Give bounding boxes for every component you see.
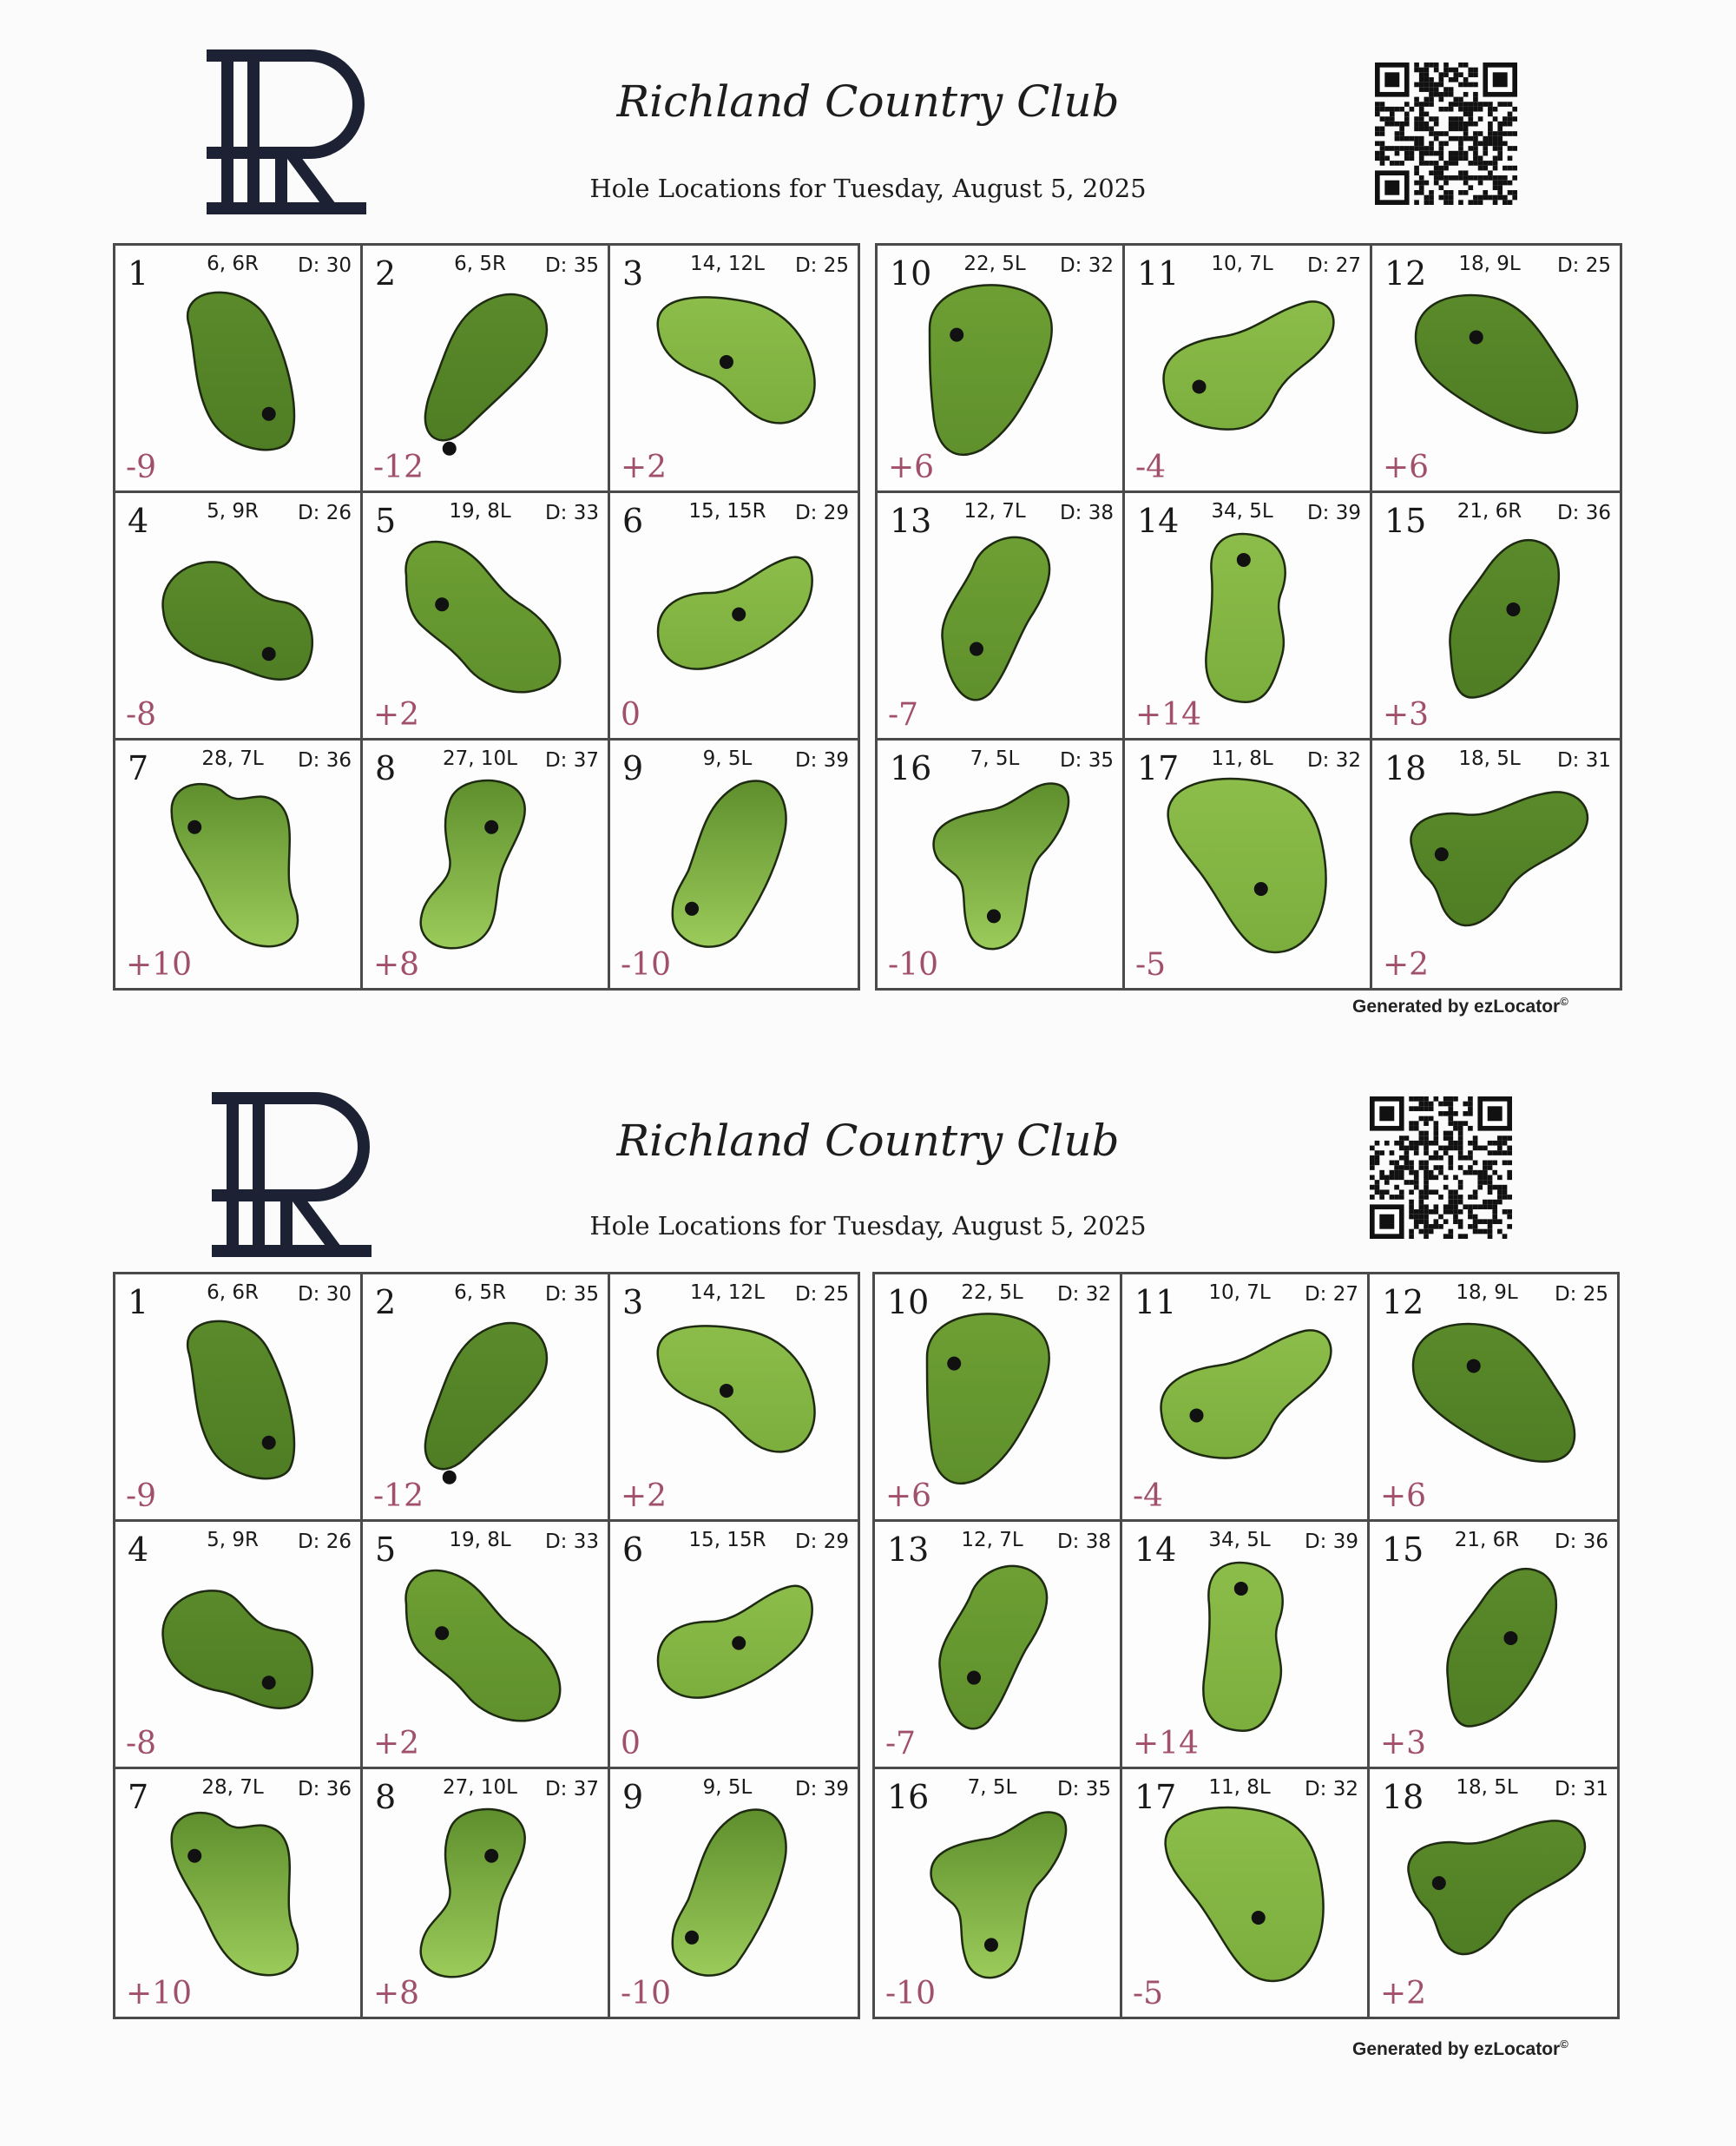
green-depth: D: 36 (1556, 502, 1611, 524)
green-depth: D: 36 (1554, 1531, 1608, 1553)
hole-cell (115, 246, 363, 493)
pin-marker (967, 1671, 981, 1685)
green-depth: D: 32 (1056, 1283, 1111, 1306)
hole-adjustment: +14 (1135, 697, 1201, 733)
green-depth: D: 39 (794, 749, 849, 772)
pin-marker (1470, 330, 1483, 344)
pin-location: 5, 9R (207, 500, 259, 523)
pin-marker (984, 1938, 998, 1952)
green-depth: D: 29 (794, 502, 849, 524)
hole-number: 2 (375, 254, 397, 293)
pin-location: 19, 8L (449, 1529, 511, 1551)
hole-adjustment: +2 (621, 450, 667, 485)
pin-marker (262, 1436, 276, 1450)
hole-cell (115, 1769, 363, 2017)
hole-cell (610, 246, 858, 493)
pin-marker (1234, 1582, 1248, 1596)
green-depth: D: 30 (297, 1283, 352, 1306)
pin-location: 34, 5L (1208, 1529, 1271, 1551)
hole-cell (1370, 1274, 1617, 1522)
pin-marker (732, 1636, 746, 1650)
green-depth: D: 35 (544, 1283, 599, 1306)
green-diagram (610, 1522, 858, 1769)
copyright-mark: © (1560, 2037, 1568, 2051)
pin-marker (443, 1471, 457, 1484)
date-subtitle: Hole Locations for Tuesday, August 5, 2025 (589, 174, 1147, 203)
hole-adjustment: 0 (621, 697, 641, 733)
hole-adjustment: -5 (1133, 1976, 1164, 2011)
green-outline (1166, 1807, 1324, 1981)
green-depth: D: 29 (794, 1531, 849, 1553)
hole-cell (1122, 1769, 1370, 2017)
hole-cell (878, 493, 1125, 741)
pin-location: 18, 5L (1456, 1776, 1518, 1799)
pin-location: 15, 15R (688, 500, 766, 523)
hole-adjustment: -7 (885, 1726, 917, 1761)
club-name: Richland Country Club (616, 1116, 1120, 1166)
hole-adjustment: -10 (621, 1976, 671, 2011)
green-depth: D: 33 (544, 502, 599, 524)
hole-adjustment: -10 (888, 947, 938, 983)
green-outline (1164, 301, 1334, 429)
pin-location: 22, 5L (963, 253, 1026, 275)
hole-number: 14 (1137, 502, 1180, 540)
green-depth: D: 36 (297, 1778, 352, 1800)
hole-number: 12 (1384, 254, 1427, 293)
hole-cell (878, 741, 1125, 988)
hole-adjustment: -12 (373, 1478, 424, 1514)
hole-number: 11 (1134, 1283, 1177, 1321)
hole-cell (115, 741, 363, 988)
pin-location: 11, 8L (1211, 747, 1273, 770)
pin-marker (1503, 1631, 1517, 1645)
pin-location: 5, 9R (207, 1529, 259, 1551)
hole-number: 7 (128, 1778, 149, 1816)
pin-location: 19, 8L (449, 500, 511, 523)
hole-cell (875, 1274, 1122, 1522)
pin-location: 21, 6R (1457, 500, 1522, 523)
pin-location: 14, 12L (690, 253, 765, 275)
pin-marker (720, 1384, 733, 1398)
pin-marker (484, 820, 498, 834)
green-outline (163, 562, 312, 679)
hole-adjustment: +6 (888, 450, 935, 485)
hole-number: 5 (375, 1531, 397, 1569)
pin-marker (1254, 882, 1268, 896)
pin-location: 6, 6R (207, 253, 259, 275)
pin-location: 12, 7L (963, 500, 1026, 523)
hole-adjustment: -10 (621, 947, 671, 983)
pin-location: 6, 5R (454, 1281, 506, 1304)
pin-location: 28, 7L (201, 747, 264, 770)
generated-by-footer: Generated by ezLocator© (1352, 995, 1568, 1017)
pin-marker (435, 597, 449, 611)
hole-adjustment: -5 (1135, 947, 1167, 983)
pin-location: 7, 5L (970, 747, 1020, 770)
green-outline (931, 1812, 1067, 1978)
hole-adjustment: +6 (1383, 450, 1430, 485)
hole-number: 17 (1134, 1778, 1177, 1816)
hole-number: 16 (887, 1778, 930, 1816)
pin-location: 27, 10L (443, 747, 517, 770)
hole-cell (115, 493, 363, 741)
hole-cell (1372, 741, 1620, 988)
hole-cell (1125, 493, 1372, 741)
green-depth: D: 32 (1059, 254, 1114, 277)
hole-adjustment: -9 (126, 450, 157, 485)
green-depth: D: 35 (544, 254, 599, 277)
hole-number: 10 (887, 1283, 930, 1321)
hole-number: 6 (622, 1531, 644, 1569)
hole-number: 2 (375, 1283, 397, 1321)
green-outline (172, 1813, 298, 1975)
pin-location: 11, 8L (1208, 1776, 1271, 1799)
back-nine-grid (872, 1272, 1620, 2019)
green-outline (425, 1323, 547, 1469)
hole-adjustment: +2 (1380, 1976, 1427, 2011)
pin-location: 10, 7L (1211, 253, 1273, 275)
green-outline (1447, 1569, 1555, 1726)
pin-location: 34, 5L (1211, 500, 1273, 523)
green-outline (172, 784, 298, 946)
pin-marker (1435, 847, 1449, 861)
hole-adjustment: -12 (373, 450, 424, 485)
hole-adjustment: -10 (885, 1976, 936, 2011)
green-outline (1450, 540, 1558, 697)
green-depth: D: 31 (1556, 749, 1611, 772)
hole-cell (610, 1274, 858, 1522)
green-depth: D: 25 (1556, 254, 1611, 277)
green-depth: D: 26 (297, 502, 352, 524)
pin-marker (1506, 602, 1520, 616)
pin-marker (720, 355, 733, 369)
green-outline (406, 1570, 561, 1721)
pin-location: 18, 9L (1458, 253, 1521, 275)
hole-adjustment: -8 (126, 697, 157, 733)
pin-marker (987, 909, 1001, 923)
pin-marker (1252, 1911, 1266, 1925)
hole-number: 1 (128, 254, 149, 293)
green-depth: D: 32 (1306, 749, 1361, 772)
pin-location: 7, 5L (967, 1776, 1017, 1799)
pin-marker (947, 1357, 961, 1371)
hole-number: 10 (890, 254, 932, 293)
green-outline (934, 783, 1069, 949)
generated-by-footer: Generated by ezLocator© (1352, 2037, 1568, 2059)
club-logo-icon (207, 1088, 380, 1261)
pin-marker (1193, 379, 1207, 393)
green-depth: D: 37 (544, 749, 599, 772)
hole-adjustment: -4 (1135, 450, 1167, 485)
hole-cell (1372, 493, 1620, 741)
green-depth: D: 25 (794, 254, 849, 277)
green-depth: D: 38 (1056, 1531, 1111, 1553)
hole-number: 9 (622, 1778, 644, 1816)
pin-marker (262, 647, 276, 661)
green-depth: D: 31 (1554, 1778, 1608, 1800)
pin-location: 22, 5L (961, 1281, 1023, 1304)
hole-number: 4 (128, 1531, 149, 1569)
date-subtitle: Hole Locations for Tuesday, August 5, 2025 (589, 1211, 1147, 1241)
hole-adjustment: -9 (126, 1478, 157, 1514)
hole-adjustment: +2 (373, 697, 420, 733)
hole-cell (878, 246, 1125, 493)
hole-cell (610, 741, 858, 988)
hole-cell (115, 1522, 363, 1769)
hole-number: 5 (375, 502, 397, 540)
hole-cell (363, 493, 610, 741)
green-depth: D: 38 (1059, 502, 1114, 524)
green-outline (406, 542, 561, 692)
hole-cell (1122, 1274, 1370, 1522)
hole-adjustment: +2 (621, 1478, 667, 1514)
hole-adjustment: 0 (621, 1726, 641, 1761)
pin-marker (732, 608, 746, 622)
sheet-bottom (0, 1037, 1736, 2070)
hole-cell (363, 1274, 610, 1522)
hole-number: 6 (622, 502, 644, 540)
hole-adjustment: +8 (373, 1976, 420, 2011)
pin-marker (950, 328, 963, 342)
pin-marker (435, 1626, 449, 1640)
pin-location: 15, 15R (688, 1529, 766, 1551)
front-nine-grid (113, 1272, 860, 2019)
hole-adjustment: +3 (1383, 697, 1430, 733)
copyright-mark: © (1560, 995, 1568, 1008)
hole-number: 12 (1382, 1283, 1424, 1321)
pin-marker (187, 820, 201, 834)
pin-location: 9, 5L (702, 1776, 753, 1799)
hole-number: 7 (128, 749, 149, 787)
pin-location: 14, 12L (690, 1281, 765, 1304)
green-outline (1168, 779, 1326, 952)
hole-adjustment: -7 (888, 697, 919, 733)
hole-number: 13 (890, 502, 932, 540)
pin-location: 10, 7L (1208, 1281, 1271, 1304)
hole-number: 8 (375, 1778, 397, 1816)
green-outline (673, 780, 786, 946)
hole-adjustment: +6 (885, 1478, 932, 1514)
pin-marker (1467, 1359, 1481, 1373)
hole-number: 18 (1382, 1778, 1424, 1816)
green-outline (1161, 1330, 1332, 1458)
pin-marker (443, 442, 457, 456)
club-name: Richland Country Club (616, 76, 1120, 127)
hole-adjustment: +8 (373, 947, 420, 983)
hole-cell (1125, 741, 1372, 988)
pin-location: 9, 5L (702, 747, 753, 770)
green-outline (163, 1590, 312, 1708)
hole-number: 1 (128, 1283, 149, 1321)
pin-marker (1190, 1408, 1204, 1422)
hole-number: 3 (622, 1283, 644, 1321)
green-outline (930, 285, 1052, 454)
green-depth: D: 37 (544, 1778, 599, 1800)
pin-location: 18, 5L (1458, 747, 1521, 770)
sheet-top (0, 0, 1736, 1033)
green-depth: D: 33 (544, 1531, 599, 1553)
green-diagram (610, 493, 858, 741)
pin-location: 21, 6R (1454, 1529, 1520, 1551)
hole-number: 3 (622, 254, 644, 293)
club-logo-icon (201, 45, 375, 219)
green-depth: D: 32 (1304, 1778, 1358, 1800)
hole-number: 8 (375, 749, 397, 787)
hole-number: 16 (890, 749, 932, 787)
hole-adjustment: +6 (1380, 1478, 1427, 1514)
hole-adjustment: +2 (373, 1726, 420, 1761)
green-outline (673, 1809, 786, 1975)
hole-cell (610, 1769, 858, 2017)
pin-location: 18, 9L (1456, 1281, 1518, 1304)
green-outline (658, 1326, 815, 1452)
pin-marker (187, 1849, 201, 1863)
green-outline (939, 1566, 1047, 1728)
hole-adjustment: +10 (126, 1976, 192, 2011)
green-depth: D: 30 (297, 254, 352, 277)
hole-cell (363, 246, 610, 493)
hole-cell (363, 1522, 610, 1769)
pin-marker (1432, 1876, 1446, 1890)
hole-cell (875, 1769, 1122, 2017)
green-depth: D: 25 (1554, 1283, 1608, 1306)
hole-adjustment: +10 (126, 947, 192, 983)
hole-number: 14 (1134, 1531, 1177, 1569)
hole-cell (363, 1769, 610, 2017)
green-outline (421, 780, 525, 948)
hole-number: 11 (1137, 254, 1180, 293)
green-outline (187, 1321, 294, 1478)
pin-location: 28, 7L (201, 1776, 264, 1799)
qr-code-icon (1370, 63, 1522, 205)
hole-cell (363, 741, 610, 988)
green-outline (425, 294, 547, 440)
hole-adjustment: +2 (1383, 947, 1430, 983)
hole-number: 13 (887, 1531, 930, 1569)
hole-cell (1372, 246, 1620, 493)
pin-location: 6, 6R (207, 1281, 259, 1304)
hole-adjustment: +3 (1380, 1726, 1427, 1761)
hole-cell (1370, 1522, 1617, 1769)
hole-number: 9 (622, 749, 644, 787)
green-outline (1413, 1324, 1575, 1462)
green-outline (927, 1313, 1049, 1483)
green-depth: D: 26 (297, 1531, 352, 1553)
hole-adjustment: +14 (1133, 1726, 1199, 1761)
green-depth: D: 25 (794, 1283, 849, 1306)
back-nine-grid (875, 243, 1622, 991)
pin-location: 12, 7L (961, 1529, 1023, 1551)
pin-marker (262, 1675, 276, 1689)
green-depth: D: 27 (1306, 254, 1361, 277)
qr-code-icon (1364, 1096, 1517, 1239)
green-outline (942, 537, 1049, 700)
pin-marker (685, 1931, 699, 1945)
hole-number: 4 (128, 502, 149, 540)
hole-cell (875, 1522, 1122, 1769)
green-outline (658, 297, 815, 423)
hole-number: 15 (1384, 502, 1427, 540)
pin-marker (685, 902, 699, 916)
green-depth: D: 36 (297, 749, 352, 772)
green-depth: D: 35 (1059, 749, 1114, 772)
green-depth: D: 39 (1306, 502, 1361, 524)
hole-cell (610, 493, 858, 741)
pin-marker (1237, 553, 1251, 567)
hole-cell (115, 1274, 363, 1522)
hole-adjustment: -4 (1133, 1478, 1164, 1514)
hole-cell (1122, 1522, 1370, 1769)
pin-marker (970, 642, 983, 656)
hole-number: 15 (1382, 1531, 1424, 1569)
pin-marker (262, 407, 276, 421)
green-outline (421, 1809, 525, 1977)
green-depth: D: 27 (1304, 1283, 1358, 1306)
hole-cell (1370, 1769, 1617, 2017)
pin-marker (484, 1849, 498, 1863)
hole-number: 18 (1384, 749, 1427, 787)
front-nine-grid (113, 243, 860, 991)
hole-number: 17 (1137, 749, 1180, 787)
hole-cell (610, 1522, 858, 1769)
green-outline (187, 293, 294, 450)
green-depth: D: 39 (1304, 1531, 1358, 1553)
green-depth: D: 39 (794, 1778, 849, 1800)
pin-location: 27, 10L (443, 1776, 517, 1799)
hole-cell (1125, 246, 1372, 493)
pin-location: 6, 5R (454, 253, 506, 275)
green-depth: D: 35 (1056, 1778, 1111, 1800)
green-outline (1416, 295, 1577, 433)
hole-adjustment: -8 (126, 1726, 157, 1761)
